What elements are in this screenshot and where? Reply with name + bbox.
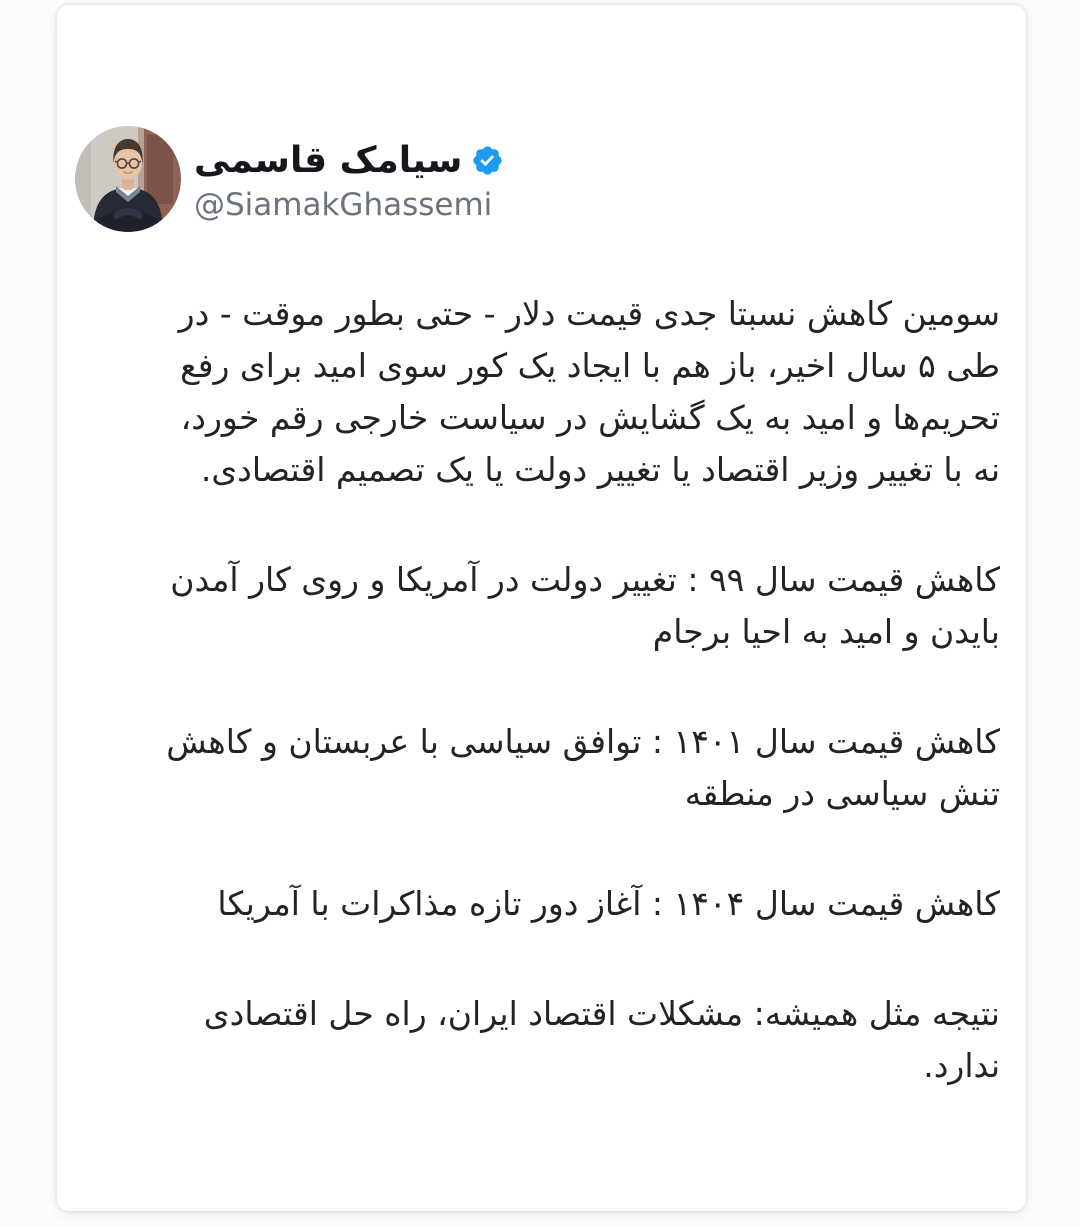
tweet-text-line: نه با تغییر وزیر اقتصاد یا تغییر دولت یا یک تصمیم اقتصادی. [200, 450, 1000, 489]
display-name[interactable]: سیامک قاسمی [194, 139, 463, 181]
tweet-paragraph [85, 288, 1000, 496]
avatar-portrait-image [75, 126, 181, 232]
tweet-text-line: ندارد. [923, 1046, 1000, 1085]
tweet-paragraph [85, 716, 1000, 820]
tweet-paragraph [85, 554, 1000, 658]
tweet-text-line: نتیجه مثل همیشه: مشکلات اقتصاد ایران، راه حل اقتصادی [203, 994, 1000, 1033]
tweet-text-line: کاهش قیمت سال ۱۴۰۴ : آغاز دور تازه مذاکرات با آمریکا [217, 884, 1000, 923]
tweet-text [85, 288, 1000, 1092]
avatar[interactable] [75, 126, 181, 232]
tweet-text-line: سومین کاهش نسبتا جدی قیمت دلار - حتی بطور موقت - در [178, 294, 1000, 333]
tweet-text-line: کاهش قیمت سال ۹۹ : تغییر دولت در آمریکا و روی کار آمدن [170, 560, 1000, 599]
tweet-text-line: طی ۵ سال اخیر، باز هم با ایجاد یک کور سوی امید برای رفع [180, 346, 1000, 385]
tweet-text-line: کاهش قیمت سال ۱۴۰۱ : توافق سیاسی با عربستان و کاهش [166, 722, 1000, 761]
tweet-text-line: تنش سیاسی در منطقه [684, 774, 1000, 813]
tweet-paragraph [85, 878, 1000, 930]
verified-badge-icon [471, 144, 504, 177]
profile-text-block [194, 135, 504, 224]
name-row [194, 139, 504, 183]
tweet-text-line: بایدن و امید به احیا برجام [652, 612, 1000, 651]
user-handle[interactable]: @SiamakGhassemi [194, 186, 493, 223]
tweet-paragraph [85, 988, 1000, 1092]
tweet-card [57, 5, 1026, 1211]
tweet-header [75, 126, 1000, 232]
tweet-text-line: تحریم‌ها و امید به یک گشایش در سیاست خارجی رقم خورد، [180, 398, 1000, 437]
